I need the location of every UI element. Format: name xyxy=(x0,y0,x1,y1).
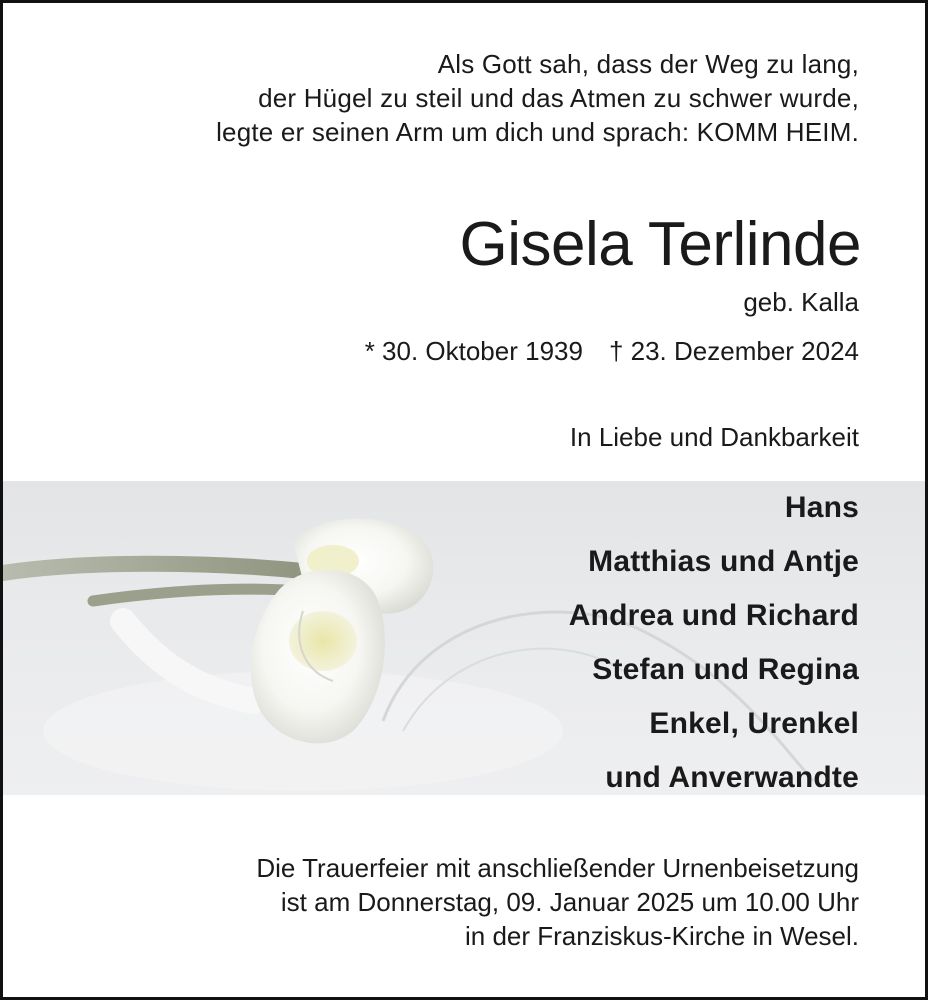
service-information xyxy=(256,851,859,953)
mourner-name: Hans xyxy=(784,491,859,524)
mourner-name: Stefan und Regina xyxy=(592,653,859,686)
poem-verse xyxy=(216,47,859,149)
service-line: ist am Donnerstag, 09. Januar 2025 um 10.00 Uhr xyxy=(280,887,859,917)
life-dates xyxy=(365,335,859,367)
service-line: Die Trauerfeier mit anschließender Urnenbeisetzung xyxy=(256,853,859,883)
dedication-line: In Liebe und Dankbarkeit xyxy=(569,422,859,452)
mourner-name: Enkel, Urenkel xyxy=(649,707,859,740)
maiden-name: geb. Kalla xyxy=(743,287,859,317)
death-date: † 23. Dezember 2024 xyxy=(608,336,859,366)
mourner-name: Andrea und Richard xyxy=(568,599,859,632)
poem-line: der Hügel zu steil und das Atmen zu schwer wurde, xyxy=(258,83,859,113)
poem-line: Als Gott sah, dass der Weg zu lang, xyxy=(437,49,859,79)
mourner-name: und Anverwandte xyxy=(605,761,859,794)
poem-line: legte er seinen Arm um dich und sprach: KOMM HEIM. xyxy=(216,117,859,147)
service-line: in der Franziskus-Kirche in Wesel. xyxy=(465,921,859,951)
birth-date: * 30. Oktober 1939 xyxy=(364,336,583,366)
mourners-list xyxy=(569,481,859,805)
mourner-name: Matthias und Antje xyxy=(588,545,859,578)
deceased-name: Gisela Terlinde xyxy=(459,210,861,279)
